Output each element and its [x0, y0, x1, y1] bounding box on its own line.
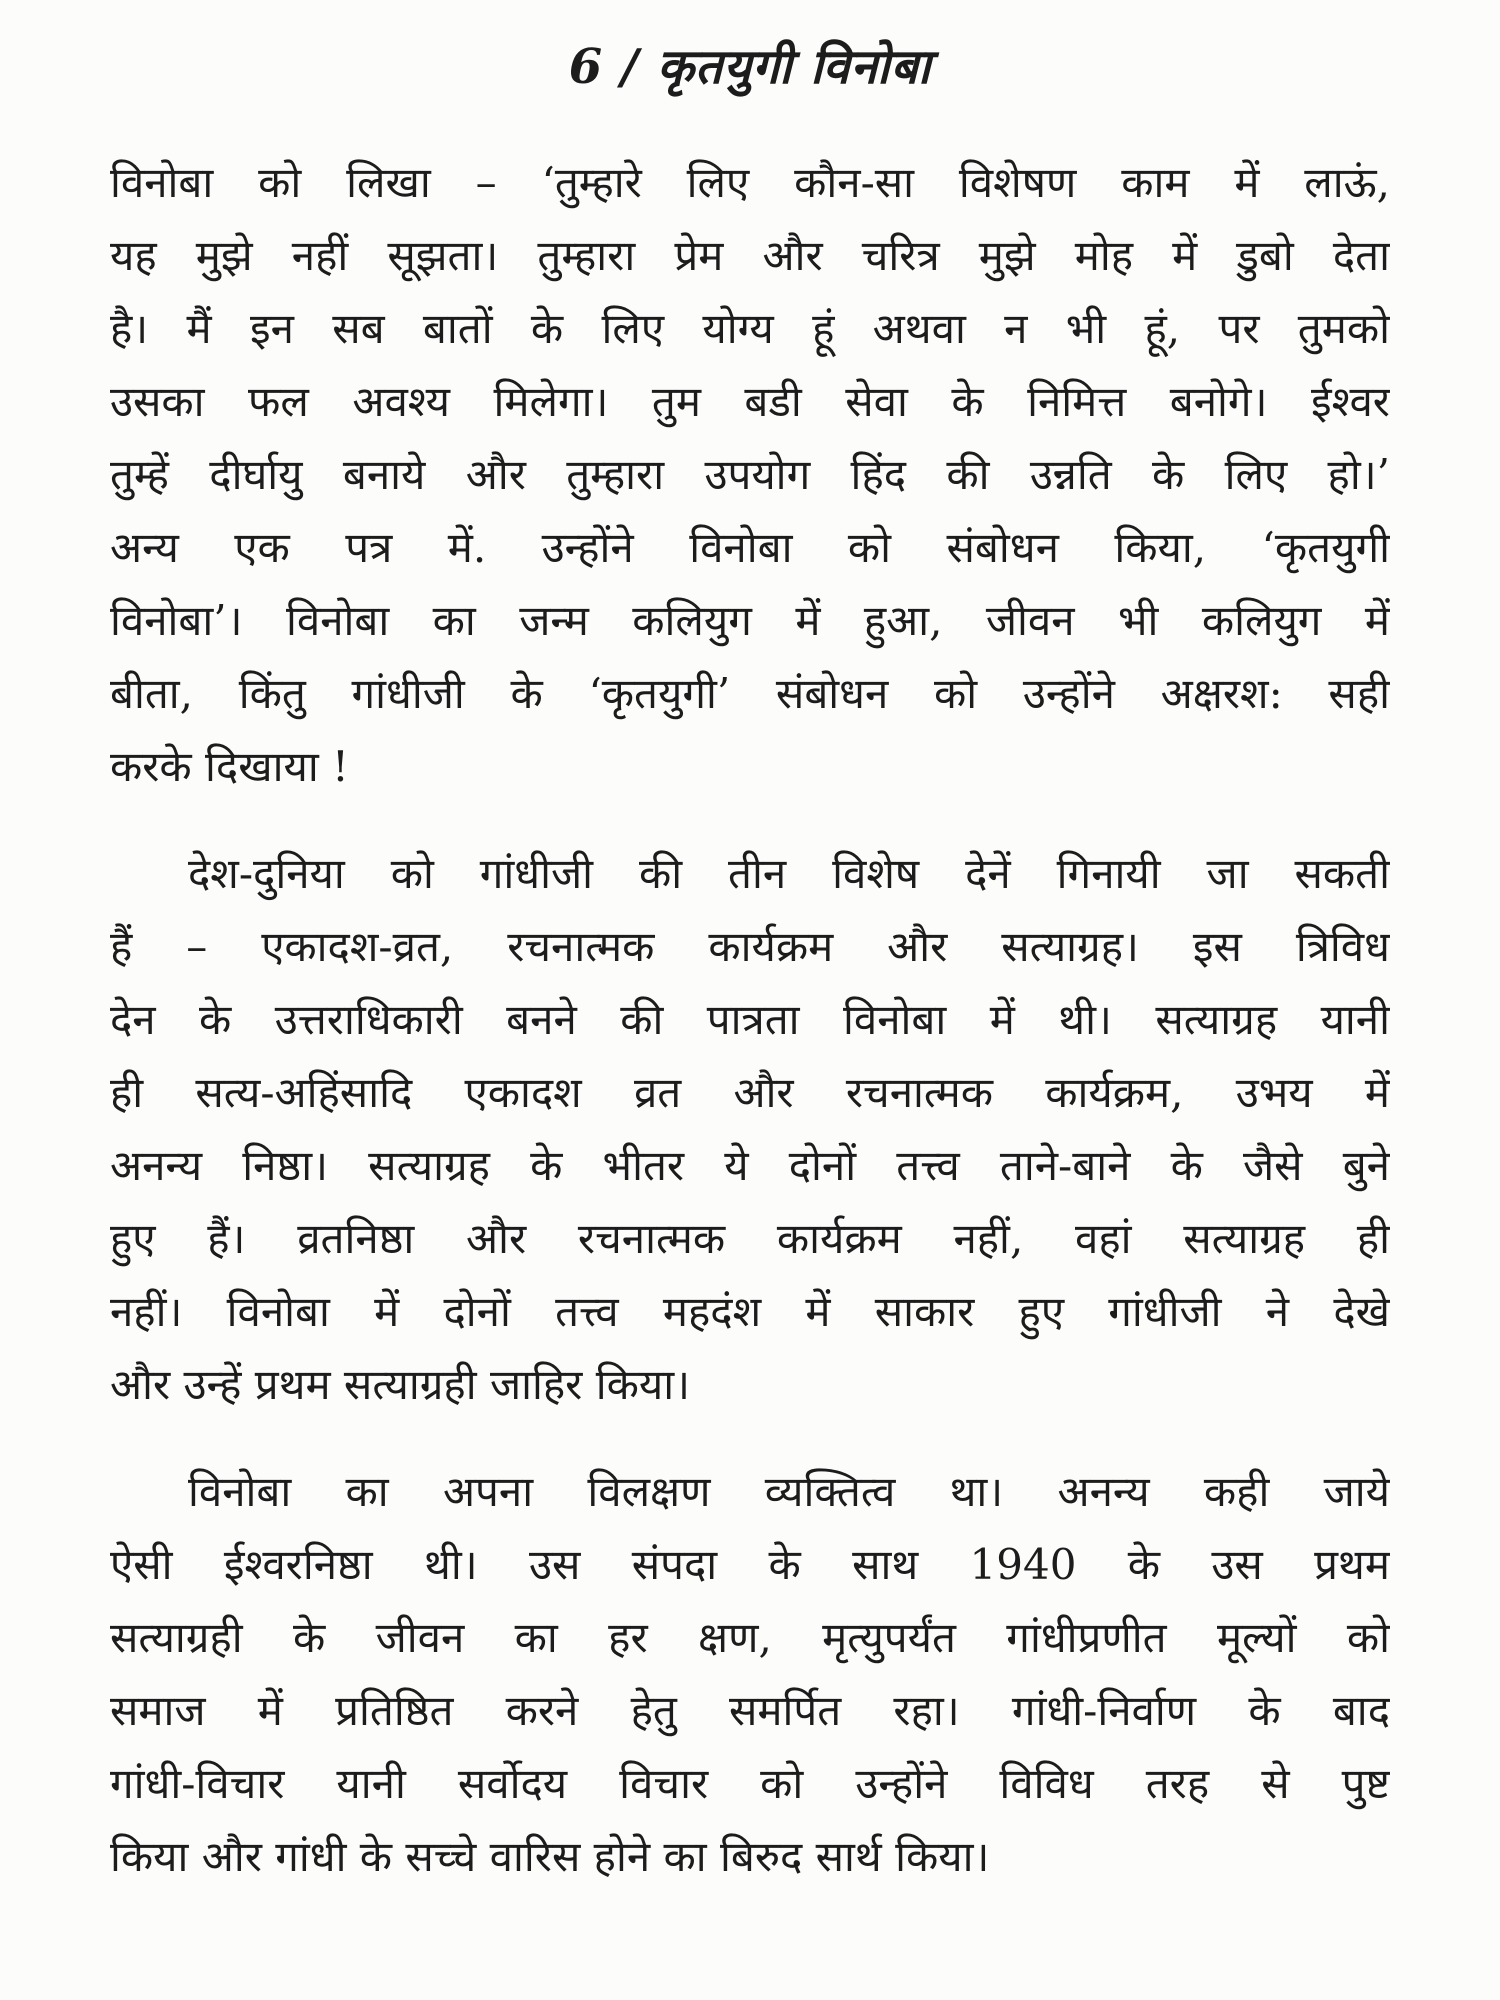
text-line: विनोबा का अपना विलक्षण व्यक्तित्व था। अनन्य कही जाये — [188, 1467, 1390, 1516]
text-line: उसका फल अवश्य मिलेगा। तुम बडी सेवा के निमित्त बनोगे। ईश्वर — [110, 377, 1390, 426]
text-line: गांधी-विचार यानी सर्वोदय विचार को उन्होंने विविध तरह से पुष्ट — [110, 1759, 1390, 1808]
text-line: हैं – एकादश-व्रत, रचनात्मक कार्यक्रम और सत्याग्रह। इस त्रिविध — [110, 922, 1390, 971]
text-line: हुए हैं। व्रतनिष्ठा और रचनात्मक कार्यक्रम नहीं, वहां सत्याग्रह ही — [110, 1214, 1390, 1263]
text-line: अनन्य निष्ठा। सत्याग्रह के भीतर ये दोनों तत्त्व ताने-बाने के जैसे बुने — [110, 1141, 1390, 1190]
text-line: देन के उत्तराधिकारी बनने की पात्रता विनोबा में थी। सत्याग्रह यानी — [110, 995, 1390, 1044]
paragraph-gandhi-three-gifts — [110, 837, 1390, 1421]
text-line: अन्य एक पत्र में. उन्होंने विनोबा को संबोधन किया, ‘कृतयुगी — [110, 523, 1390, 572]
text-line: ऐसी ईश्वरनिष्ठा थी। उस संपदा के साथ 1940 के उस प्रथम — [110, 1540, 1390, 1589]
text-line: तुम्हें दीर्घायु बनाये और तुम्हारा उपयोग हिंद की उन्नति के लिए हो।’ — [110, 450, 1390, 499]
text-line: सत्याग्रही के जीवन का हर क्षण, मृत्युपर्यंत गांधीप्रणीत मूल्यों को — [110, 1613, 1390, 1662]
text-line: करके दिखाया ! — [110, 742, 349, 791]
text-line: बीता, किंतु गांधीजी के ‘कृतयुगी’ संबोधन को उन्होंने अक्षरश: सही — [110, 669, 1390, 718]
text-line: और उन्हें प्रथम सत्याग्रही जाहिर किया। — [110, 1360, 690, 1409]
text-line: देश-दुनिया को गांधीजी की तीन विशेष देनें गिनायी जा सकती — [188, 849, 1390, 898]
text-line: है। मैं इन सब बातों के लिए योग्य हूं अथवा न भी हूं, पर तुमको — [110, 304, 1390, 353]
page-number-and-book-title: 6 / कृतयुगी विनोबा — [568, 39, 932, 95]
text-line: किया और गांधी के सच्चे वारिस होने का बिरुद सार्थ किया। — [110, 1832, 990, 1881]
page-header — [110, 36, 1390, 98]
text-line: विनोबा को लिखा – ‘तुम्हारे लिए कौन-सा विशेषण काम में लाऊं, — [110, 158, 1390, 207]
text-line: यह मुझे नहीं सूझता। तुम्हारा प्रेम और चरित्र मुझे मोह में डुबो देता — [110, 231, 1390, 280]
paragraph-letter-quote — [110, 146, 1390, 803]
paragraph-vinoba-personality — [110, 1455, 1390, 1893]
text-line: नहीं। विनोबा में दोनों तत्त्व महदंश में साकार हुए गांधीजी ने देखे — [110, 1287, 1390, 1336]
text-line: समाज में प्रतिष्ठित करने हेतु समर्पित रहा। गांधी-निर्वाण के बाद — [110, 1686, 1390, 1735]
text-line: ही सत्य-अहिंसादि एकादश व्रत और रचनात्मक कार्यक्रम, उभय में — [110, 1068, 1390, 1117]
text-line: विनोबा’। विनोबा का जन्म कलियुग में हुआ, जीवन भी कलियुग में — [110, 596, 1390, 645]
